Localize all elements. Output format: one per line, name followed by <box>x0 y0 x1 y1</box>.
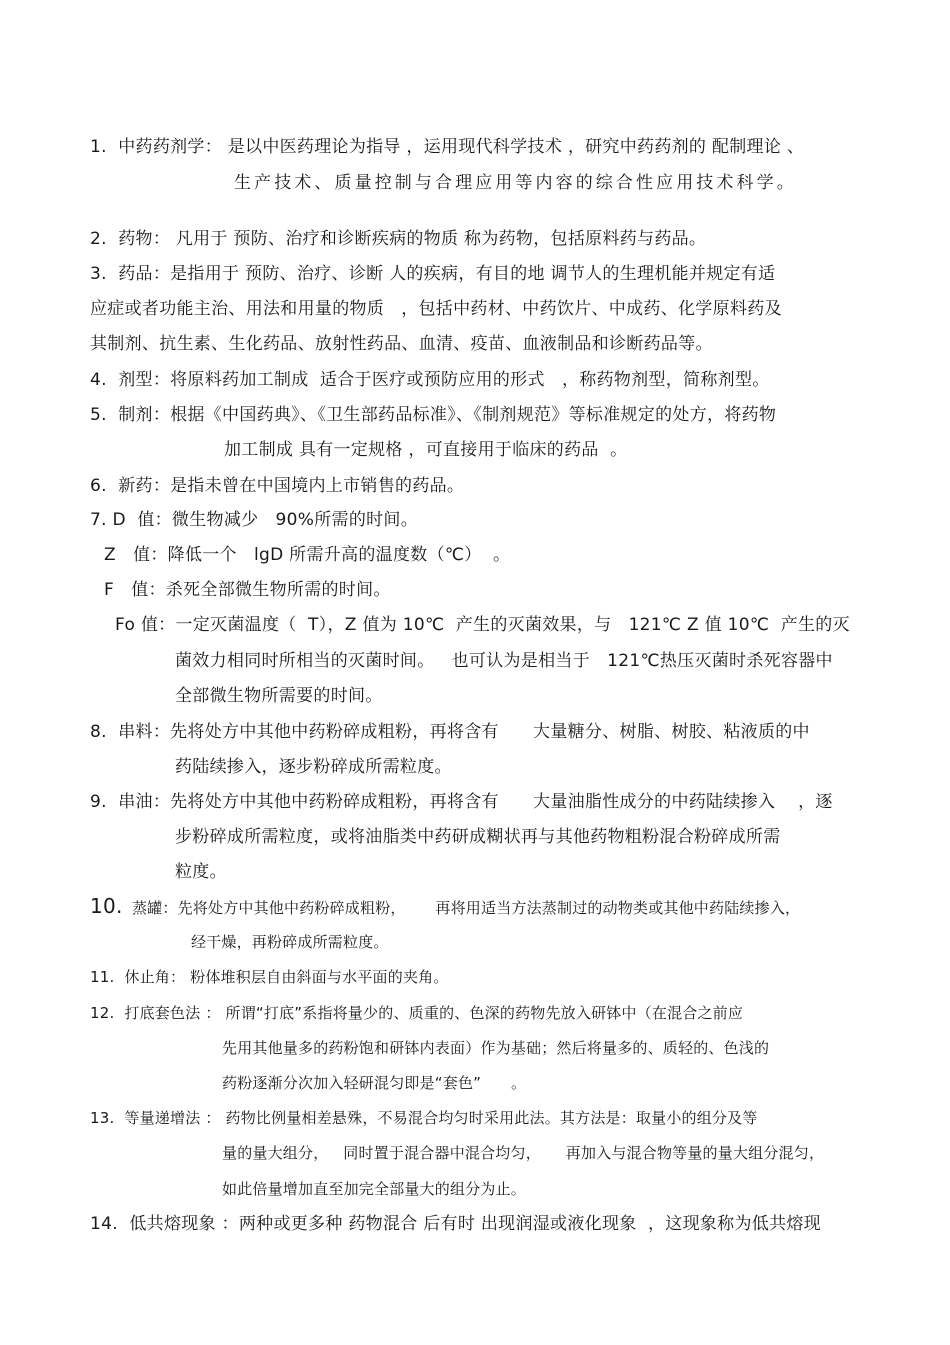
text-line: 其制剂、抗生素、生化药品、放射性药品、血清、疫苗、血液制品和诊断药品等。 <box>90 334 713 354</box>
text-line: 应症或者功能主治、用法和用量的物质 ，包括中药材、中药饮片、中成药、化学原料药及 <box>90 299 782 319</box>
text-line: 先用其他量多的药粉饱和研钵内表面）作为基础；然后将量多的、质轻的、色浅的 <box>222 1039 770 1057</box>
text-line: 全部微生物所需要的时间。 <box>175 686 383 706</box>
text-line: 5. 制剂：根据《中国药典》、《卫生部药品标准》、《制剂规范》等标准规定的处方，将药物 <box>90 405 777 425</box>
text-line: 8. 串料：先将处方中其他中药粉碎成粗粉，再将含有 大量糖分、树脂、树胶、粘液质的中 <box>90 722 810 742</box>
text-line: 粒度。 <box>175 862 227 882</box>
text-line: 7. D 值：微生物减少 90%所需的时间。 <box>90 510 419 530</box>
text-line: 药陆续掺入，逐步粉碎成所需粒度。 <box>175 757 452 777</box>
text-line: 量的量大组分， 同时置于混合器中混合均匀， 再加入与混合物等量的量大组分混匀， <box>222 1144 825 1162</box>
text-line: 经干燥，再粉碎成所需粒度。 <box>191 933 389 951</box>
text-line: Fo 值：一定灭菌温度（ T），Z 值为 10℃ 产生的灭菌效果，与 121℃ Z 值 10℃ 产生的灭 <box>115 615 850 635</box>
text-line: Z 值：降低一个 lgD 所需升高的温度数（℃） 。 <box>104 545 511 565</box>
text-line: 1. 中药药剂学： 是以中医药理论为指导 ，运用现代科学技术 ，研究中药药剂的 配制理论 、 <box>90 137 805 157</box>
text-line: 13. 等量递增法 ： 药物比例量相差悬殊，不易混合均匀时采用此法。其方法是：取量小的组分及等 <box>90 1109 758 1127</box>
text-line: 生产技术、质量控制与合理应用等内容的综合性应用技术科学。 <box>234 173 797 193</box>
text-line: 如此倍量增加直至加完全部量大的组分为止。 <box>222 1180 527 1198</box>
text-line: 2. 药物： 凡用于 预防、治疗和诊断疾病的物质 称为药物，包括原料药与药品。 <box>90 229 707 249</box>
text-line: 3. 药品：是指用于 预防、治疗、诊断 人的疾病，有目的地 调节人的生理机能并规定有适 <box>90 264 776 284</box>
text-line: 菌效力相同时所相当的灭菌时间。 也可认为是相当于 121℃热压灭菌时杀死容器中 <box>175 651 833 671</box>
text-line: 步粉碎成所需粒度，或将油脂类中药研成糊状再与其他药物粗粉混合粉碎成所需 <box>175 827 781 847</box>
text-line: F 值：杀死全部微生物所需的时间。 <box>104 580 391 600</box>
item-number: 10. <box>90 894 123 918</box>
text-line: 9. 串油：先将处方中其他中药粉碎成粗粉，再将含有 大量油脂性成分的中药陆续掺入 ，逐 <box>90 792 833 812</box>
text-line: 6. 新药：是指未曾在中国境内上市销售的药品。 <box>90 476 465 496</box>
text-line: 蒸罐：先将处方中其他中药粉碎成粗粉， 再将用适当方法蒸制过的动物类或其他中药陆续掺入， <box>132 899 801 917</box>
text-line: 4. 剂型：将原料药加工制成 适合于医疗或预防应用的形式 ，称药物剂型，简称剂型。 <box>90 370 770 390</box>
text-line: 加工制成 具有一定规格 ，可直接用于临床的药品 。 <box>224 440 628 460</box>
text-line: 14. 低共熔现象 ：两种或更多种 药物混合 后有时 出现润湿或液化现象 ，这现象称为低共熔现 <box>90 1214 821 1234</box>
text-line: 11. 休止角： 粉体堆积层自由斜面与水平面的夹角。 <box>90 968 449 986</box>
text-line: 药粉逐渐分次加入轻研混匀即是“套色” 。 <box>222 1074 527 1092</box>
text-line: 12. 打底套色法 ： 所谓“打底”系指将量少的、质重的、色深的药物先放入研钵中（在混合之前应 <box>90 1004 744 1022</box>
